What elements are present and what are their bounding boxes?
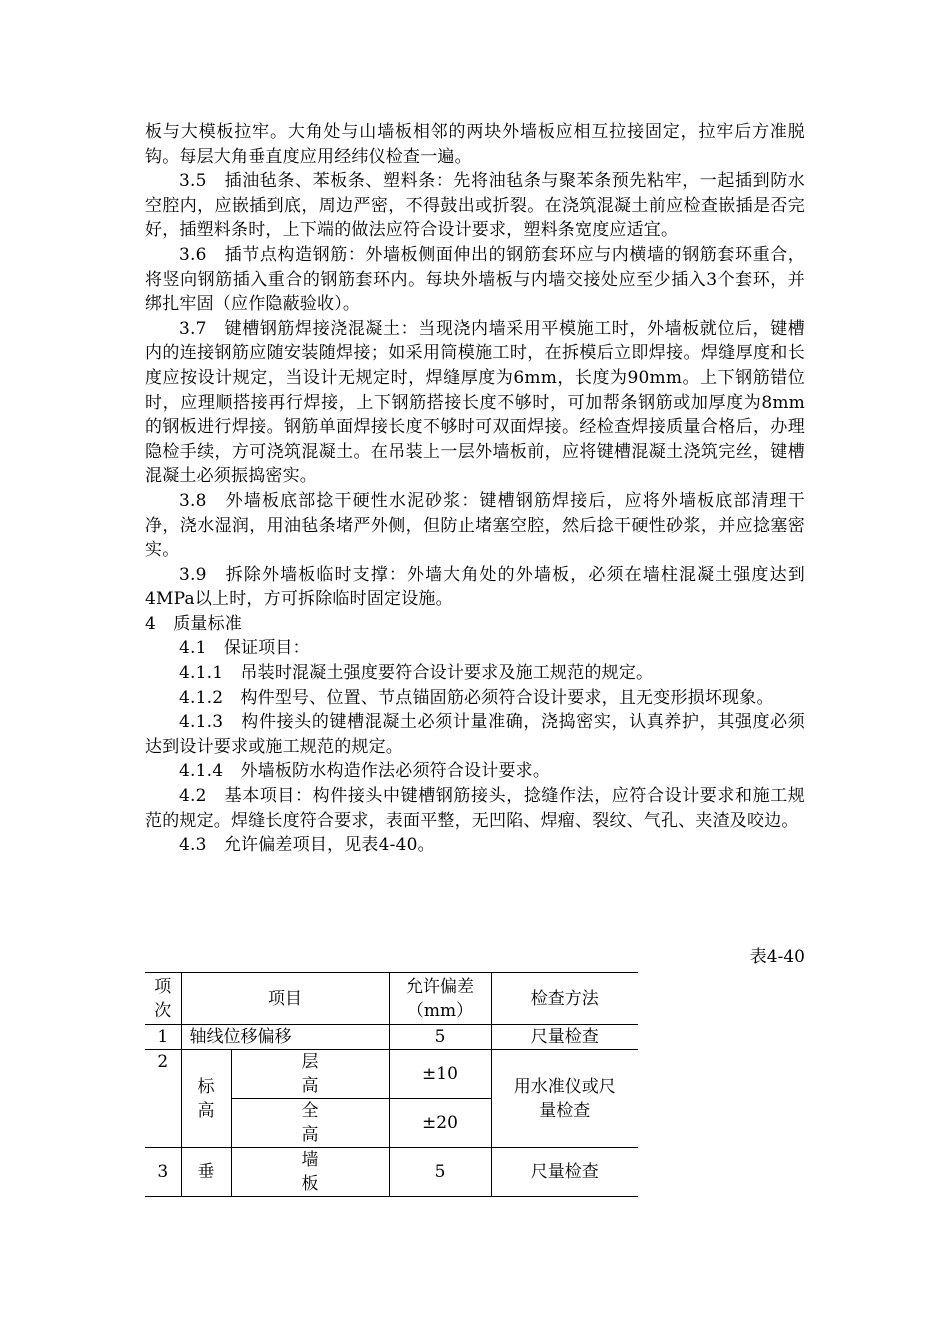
paragraph-4-1-3: 4.1.3 构件接头的键槽混凝土必须计量准确，浇捣密实，认真养护，其强度必须达到设计要求或施工规范的规定。 bbox=[145, 712, 805, 757]
paragraph-3-9: 3.9 拆除外墙板临时支撑：外墙大角处的外墙板，必须在墙柱混凝土强度达到4MPa以上时，方可拆除临时固定设施。 bbox=[145, 564, 805, 610]
row-sub-item: 墙板 bbox=[231, 1148, 389, 1197]
paragraph-4-1-1: 4.1.1 吊装时混凝土强度要符合设计要求及施工规范的规定。 bbox=[179, 663, 654, 684]
row-item: 轴线位移偏移 bbox=[181, 1025, 389, 1050]
header-method: 检查方法 bbox=[491, 973, 638, 1025]
table-caption: 表4-40 bbox=[749, 947, 805, 967]
header-item: 项目 bbox=[181, 973, 389, 1025]
table-row bbox=[145, 1050, 638, 1099]
paragraph-4-1-4: 4.1.4 外墙板防水构造作法必须符合设计要求。 bbox=[179, 761, 551, 782]
body-text bbox=[145, 120, 805, 858]
paragraph-3-6: 3.6 插节点构造钢筋：外墙板侧面伸出的钢筋套环应与内横墙的钢筋套环重合，将竖向钢筋插入重合的钢筋套环内。每块外墙板与内墙交接处应至少插入3个套环，并绑扎牢固（应作隐蔽验收）。 bbox=[145, 244, 805, 315]
table-row bbox=[145, 1148, 638, 1197]
row-method: 用水准仪或尺量检查 bbox=[491, 1050, 638, 1148]
row-sub-item: 层高 bbox=[231, 1050, 389, 1099]
row-tolerance: 5 bbox=[389, 1025, 491, 1050]
table-row bbox=[145, 1025, 638, 1050]
header-tolerance: 允许偏差（mm） bbox=[389, 973, 491, 1025]
row-tolerance: ±20 bbox=[389, 1099, 491, 1148]
row-index: 2 bbox=[145, 1050, 181, 1148]
row-group-label: 垂 bbox=[181, 1148, 231, 1197]
row-index: 1 bbox=[145, 1025, 181, 1050]
row-group-label: 标高 bbox=[181, 1050, 231, 1148]
paragraph-3-5: 3.5 插油毡条、苯板条、塑料条：先将油毡条与聚苯条预先粘牢，一起插到防水空腔内，应嵌插到底，周边严密，不得鼓出或折裂。在浇筑混凝土前应检查嵌插是否完好，插塑料条时，上下端的做法应符合设计要求，塑料条宽度应适宜。 bbox=[145, 171, 805, 241]
row-index: 3 bbox=[145, 1148, 181, 1197]
paragraph-4-2: 4.2 基本项目：构件接头中键槽钢筋接头，捻缝作法，应符合设计要求和施工规范的规定。焊缝长度符合要求，表面平整，无凹陷、焊瘤、裂纹、气孔、夹渣及咬边。 bbox=[145, 786, 805, 831]
row-tolerance: 5 bbox=[389, 1148, 491, 1197]
row-method: 尺量检查 bbox=[491, 1148, 638, 1197]
paragraph-4-1: 4.1 保证项目： bbox=[179, 638, 310, 659]
section-heading-quality: 4 质量标准 bbox=[145, 613, 243, 634]
row-sub-item: 全高 bbox=[231, 1099, 389, 1148]
row-tolerance: ±10 bbox=[389, 1050, 491, 1099]
paragraph-4-3: 4.3 允许偏差项目，见表4-40。 bbox=[179, 835, 435, 856]
paragraph-3-7: 3.7 键槽钢筋焊接浇混凝土：当现浇内墙采用平模施工时，外墙板就位后，键槽内的连接钢筋应随安装随焊接；如采用筒模施工时，在拆模后立即焊接。焊缝厚度和长度应按设计规定，当设计无规定时，焊缝厚度为6mm，长度为90mm。上下钢筋错位时，应理顺搭接再行焊接，上下钢筋搭接长度不够时，可加帮条钢筋或加厚度为8mm的钢板进行焊接。钢筋单面焊接长度不够时可双面焊接。经检查焊接质量合格后，办理隐检手续，方可浇筑混凝土。在吊装上一层外墙板前，应将键槽混凝土浇筑完丝，键槽混凝土必须振捣密实。 bbox=[145, 318, 805, 487]
table-header-row bbox=[145, 973, 638, 1025]
paragraph-4-1-2: 4.1.2 构件型号、位置、节点锚固筋必须符合设计要求，且无变形损坏现象。 bbox=[179, 687, 774, 708]
paragraph-continuation: 板与大模板拉牢。大角处与山墙板相邻的两块外墙板应相互拉接固定，拉牢后方准脱钩。每层大角垂直度应用经纬仪检查一遍。 bbox=[145, 122, 805, 167]
header-index: 项次 bbox=[145, 973, 181, 1025]
tolerance-table bbox=[145, 972, 638, 1197]
row-method: 尺量检查 bbox=[491, 1025, 638, 1050]
paragraph-3-8: 3.8 外墙板底部捻干硬性水泥砂浆：键槽钢筋焊接后，应将外墙板底部清理干净，浇水湿润，用油毡条堵严外侧，但防止堵塞空腔，然后捻干硬性砂浆，并应捻塞密实。 bbox=[145, 490, 805, 561]
